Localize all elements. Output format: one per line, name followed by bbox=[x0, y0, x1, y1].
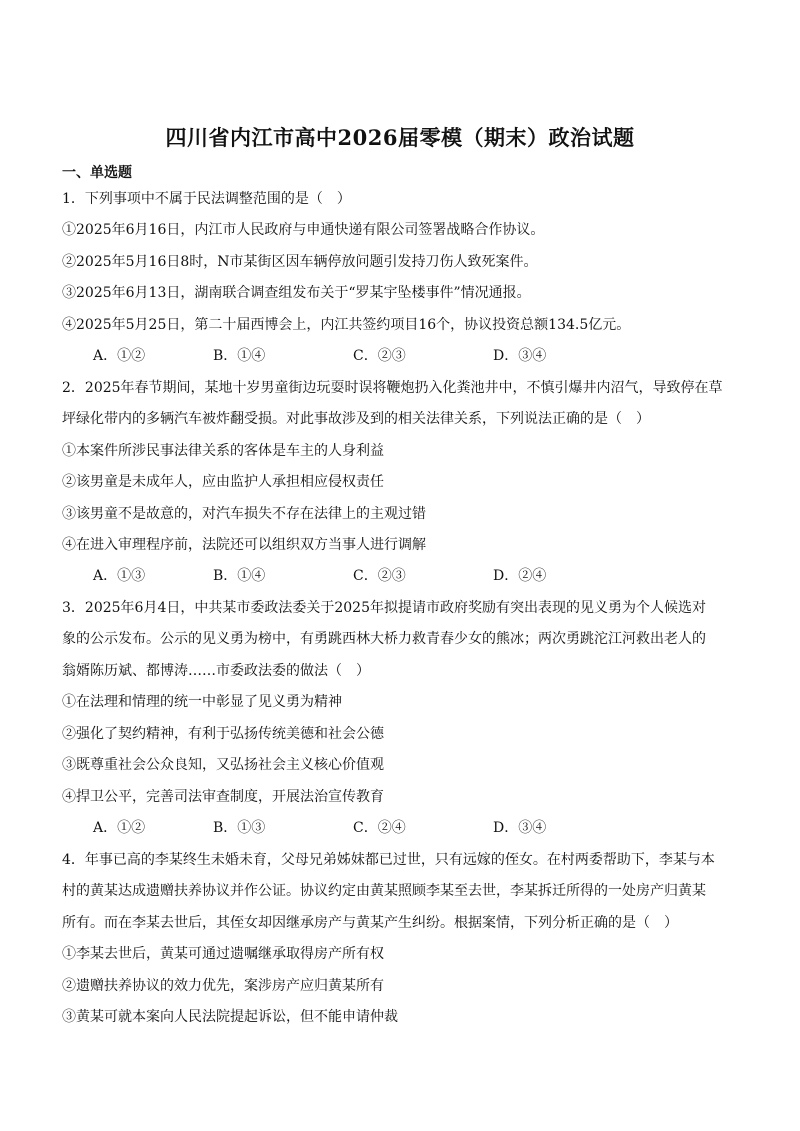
question-3-statement-4: ④捍卫公平，完善司法审查制度，开展法治宣传教育 bbox=[62, 789, 384, 805]
question-2-statement-4: ④在进入审理程序前，法院还可以组织双方当事人进行调解 bbox=[62, 537, 426, 553]
question-2-option-c[interactable]: C．②③ bbox=[353, 568, 406, 584]
question-1-statement-2: ②2025年5月16日8时，N市某街区因车辆停放问题引发持刀伤人致死案件。 bbox=[62, 254, 538, 270]
question-1-option-c[interactable]: C．②③ bbox=[353, 348, 406, 364]
question-3-option-b[interactable]: B．①③ bbox=[213, 820, 266, 836]
question-4-statement-1: ①李某去世后，黄某可通过遗嘱继承取得房产所有权 bbox=[62, 946, 384, 962]
page-title: 四川省内江市高中2026届零模（期末）政治试题 bbox=[165, 125, 635, 150]
question-3-statement-2: ②强化了契约精神，有利于弘扬传统美德和社会公德 bbox=[62, 726, 384, 742]
question-2-statement-2: ②该男童是未成年人，应由监护人承担相应侵权责任 bbox=[62, 474, 384, 490]
question-3-option-a[interactable]: A．①② bbox=[93, 820, 146, 836]
question-1-option-a[interactable]: A．①② bbox=[93, 348, 146, 364]
question-3-option-d[interactable]: D．③④ bbox=[493, 820, 547, 836]
section-heading: 一、单选题 bbox=[62, 165, 132, 181]
question-1-statement-1: ①2025年6月16日，内江市人民政府与申通快递有限公司签署战略合作协议。 bbox=[62, 222, 545, 238]
question-3-statement-3: ③既尊重社会公众良知，又弘扬社会主义核心价值观 bbox=[62, 757, 384, 773]
question-4-stem-line-1: 4．年事已高的李某终生未婚未育，父母兄弟姊妹都已过世，只有远嫁的侄女。在村两委帮助下，李某与本 bbox=[62, 852, 715, 868]
question-1-option-d[interactable]: D．③④ bbox=[493, 348, 547, 364]
question-1-option-b[interactable]: B．①④ bbox=[213, 348, 266, 364]
question-2-stem-line-2: 坪绿化带内的多辆汽车被炸翻受损。对此事故涉及到的相关法律关系，下列说法正确的是（ ） bbox=[62, 411, 650, 427]
question-2-statement-1: ①本案件所涉民事法律关系的客体是车主的人身利益 bbox=[62, 443, 384, 459]
question-3-stem-line-3: 翁婿陈历斌、都博涛……市委政法委的做法（ ） bbox=[62, 663, 370, 679]
question-4-stem-line-2: 村的黄某达成遗赠扶养协议并作公证。协议约定由黄某照顾李某至去世，李某拆迁所得的一处房产归黄某 bbox=[62, 883, 706, 899]
question-3-option-c[interactable]: C．②④ bbox=[353, 820, 406, 836]
question-4-stem-line-3: 所有。而在李某去世后，其侄女却因继承房产与黄某产生纠纷。根据案情，下列分析正确的是（ ） bbox=[62, 915, 678, 931]
question-1-statement-3: ③2025年6月13日，湖南联合调查组发布关于“罗某宇坠楼事件”情况通报。 bbox=[62, 285, 531, 301]
question-1-stem: 1．下列事项中不属于民法调整范围的是（ ） bbox=[62, 191, 351, 207]
question-2-option-a[interactable]: A．①③ bbox=[93, 568, 146, 584]
question-2-option-d[interactable]: D．②④ bbox=[493, 568, 547, 584]
question-2-statement-3: ③该男童不是故意的，对汽车损失不存在法律上的主观过错 bbox=[62, 506, 426, 522]
question-1-statement-4: ④2025年5月25日，第二十届西博会上，内江共签约项目16个，协议投资总额134.5亿元。 bbox=[62, 317, 631, 333]
question-3-stem-line-1: 3．2025年6月4日，中共某市委政法委关于2025年拟提请市政府奖励有突出表现的见义勇为个人候选对 bbox=[62, 600, 706, 616]
question-2-option-b[interactable]: B．①④ bbox=[213, 568, 266, 584]
question-4-statement-2: ②遗赠扶养协议的效力优先，案涉房产应归黄某所有 bbox=[62, 978, 384, 994]
question-3-stem-line-2: 象的公示发布。公示的见义勇为榜中，有勇跳西林大桥力救青春少女的熊冰；两次勇跳沱江河救出老人的 bbox=[62, 631, 706, 647]
question-3-statement-1: ①在法理和情理的统一中彰显了见义勇为精神 bbox=[62, 694, 342, 710]
question-2-stem-line-1: 2．2025年春节期间，某地十岁男童街边玩耍时误将鞭炮扔入化粪池井中，不慎引爆井内沼气，导致停在草 bbox=[62, 380, 723, 396]
question-4-statement-3: ③黄某可就本案向人民法院提起诉讼，但不能申请仲裁 bbox=[62, 1009, 398, 1025]
